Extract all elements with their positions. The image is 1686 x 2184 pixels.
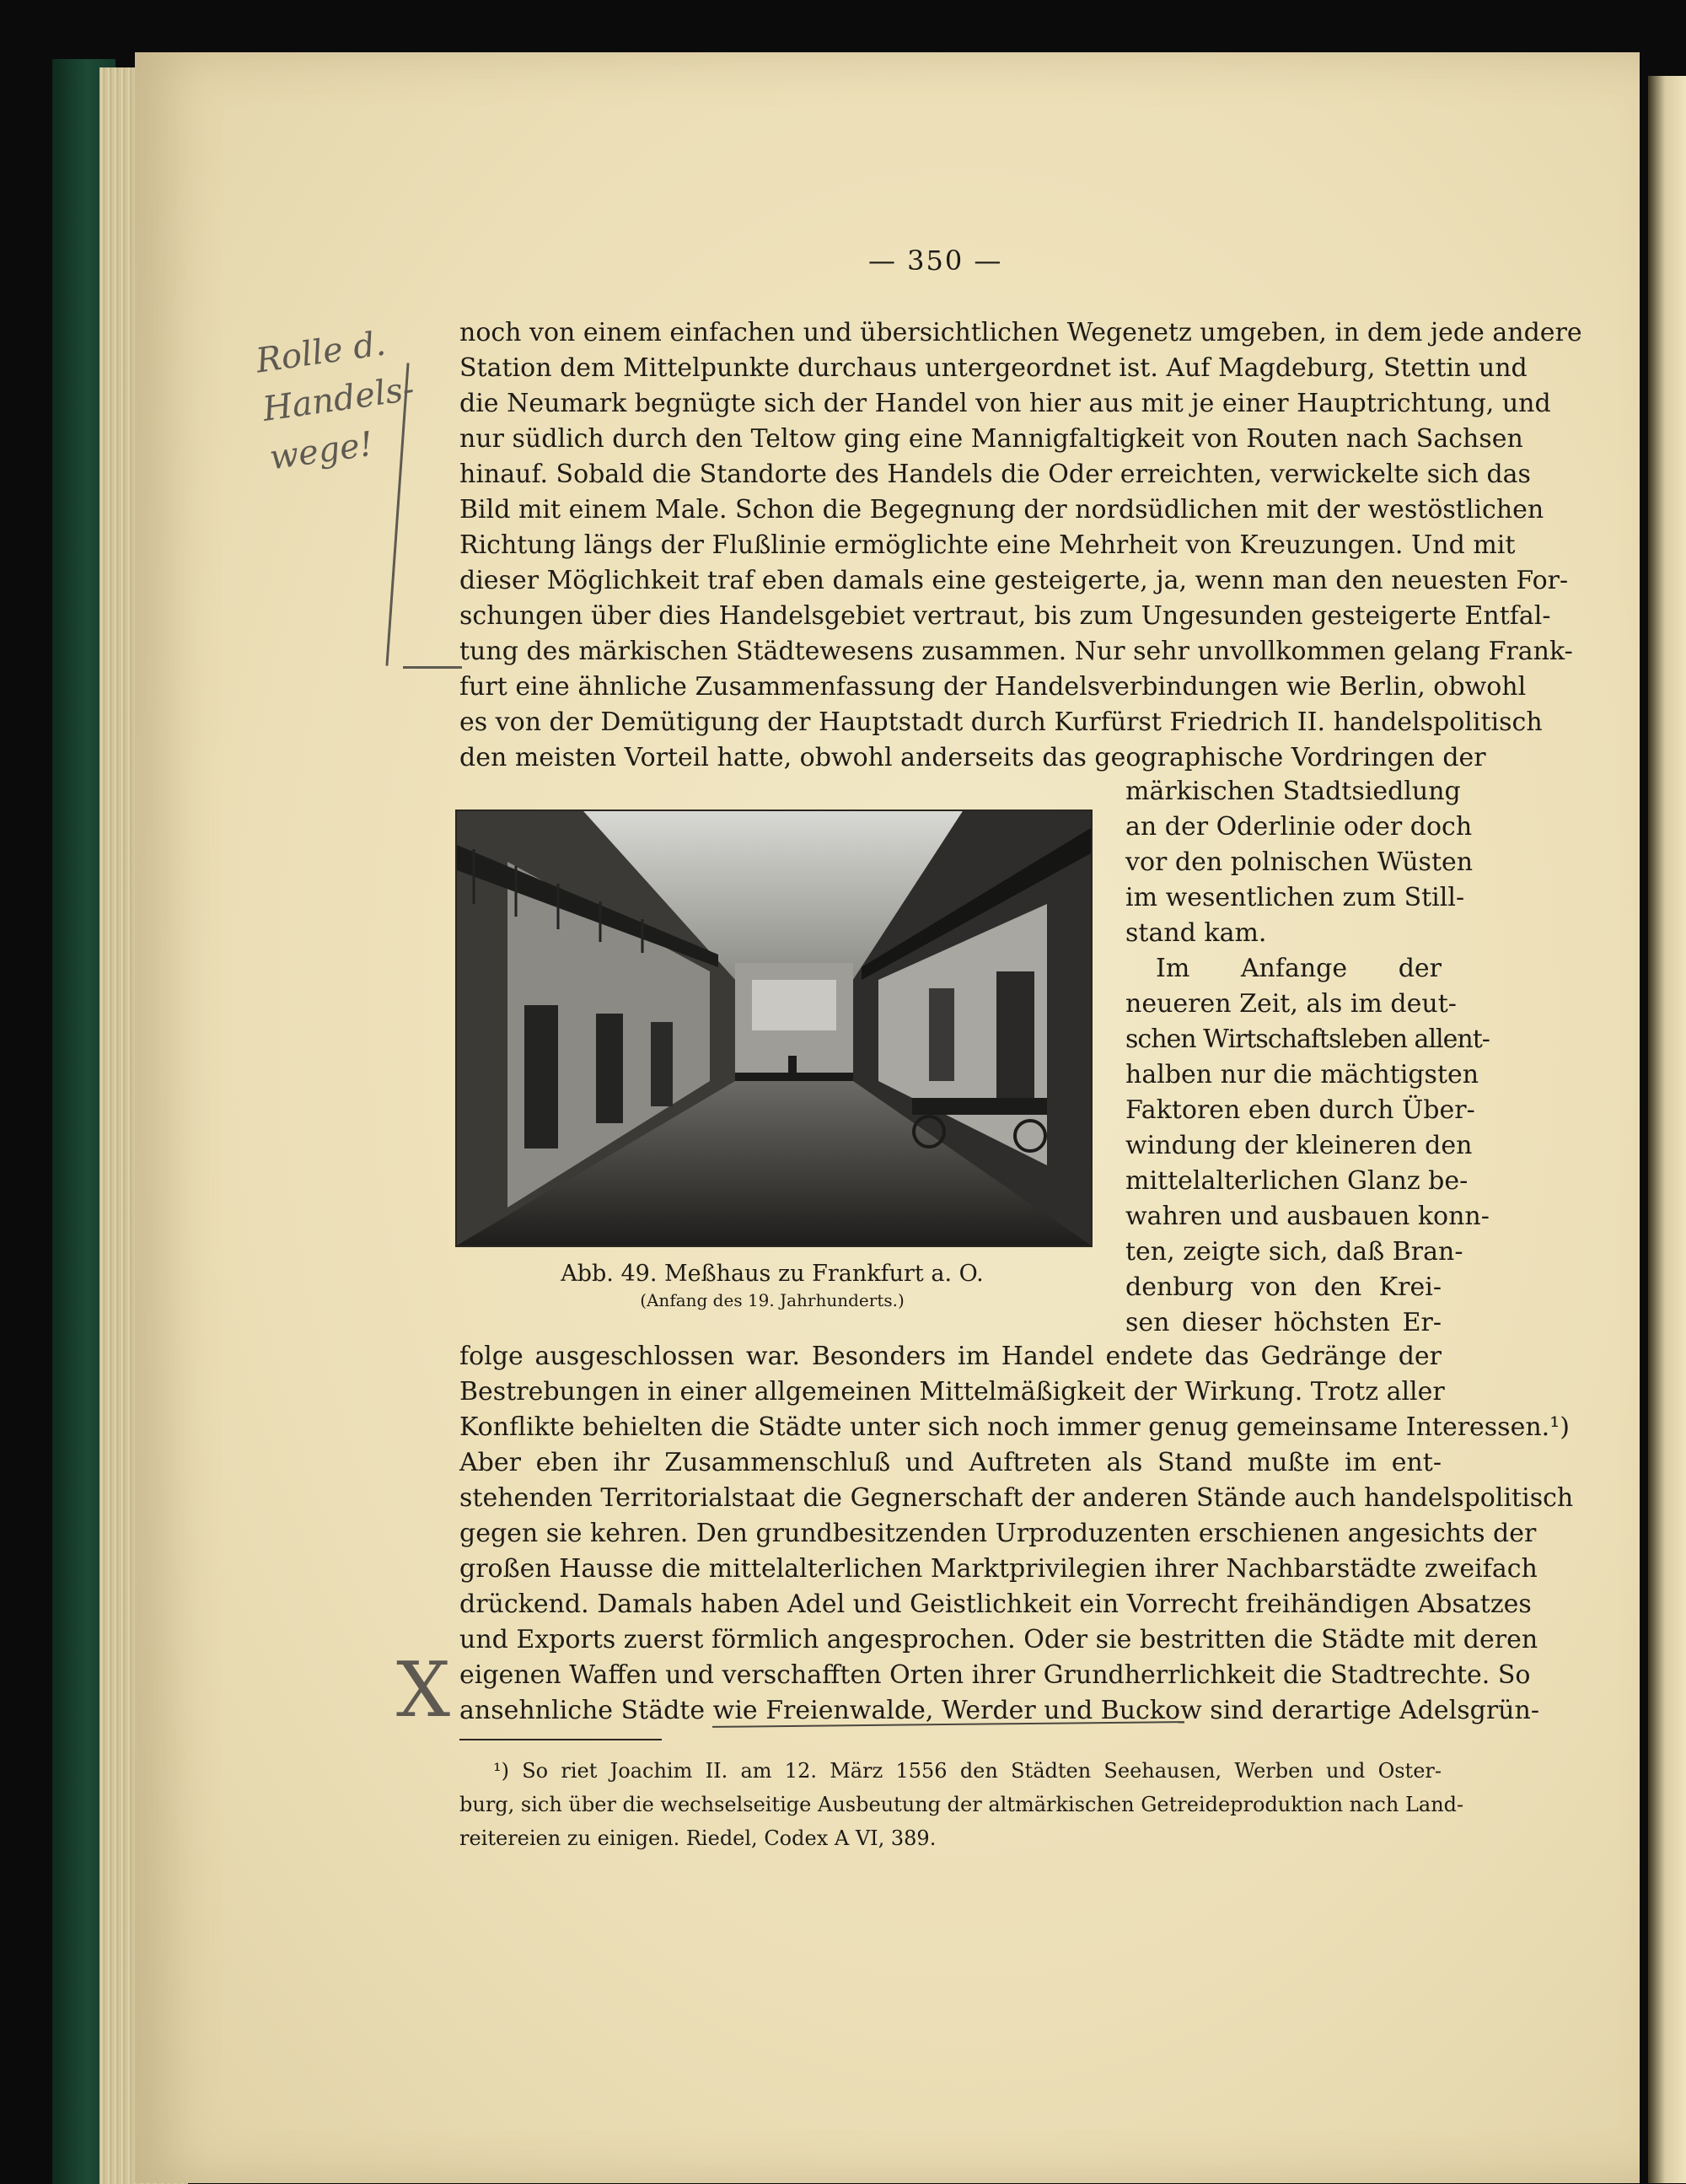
text-line: windung der kleineren den [1125,1131,1473,1160]
text-line: stand kam. [1125,918,1267,948]
text-line: märkischen Stadtsiedlung [1125,777,1461,806]
text-line: die Neumark begnügte sich der Handel von hier aus mit je einer Hauptrichtung, und [459,389,1551,418]
messhaus-photo [457,811,1091,1245]
text-line: Richtung längs der Flußlinie ermöglichte eine Mehrheit von Kreuzungen. Und mit [459,530,1516,560]
text-line: drückend. Damals haben Adel und Geistlichkeit ein Vorrecht freihändigen Absatzes [459,1590,1532,1619]
margin-note-line: wege! [266,424,376,478]
text-line: furt eine ähnliche Zusammenfassung der Handelsverbindungen wie Berlin, obwohl [459,672,1527,702]
text-line: Faktoren eben durch Über- [1125,1095,1475,1125]
text-line: halben nur die mächtigsten [1125,1060,1479,1089]
body-text-top [459,315,1582,776]
text-line: Im Anfange der [1156,954,1442,983]
text-line: und Exports zuerst förmlich angesprochen. Oder sie bestritten die Städte mit deren [459,1625,1538,1654]
text-line: sen dieser höchsten Er- [1125,1308,1442,1337]
text-line: Bild mit einem Male. Schon die Begegnung der nordsüdlichen mit der westöstlichen [459,495,1544,524]
caption-title: Abb. 49. Meßhaus zu Frankfurt a. O. [561,1261,984,1287]
margin-note-line: Handels- [260,369,417,429]
footnote-line: burg, sich über die wechselseitige Ausbeutung der altmärkischen Getreideproduktion nach Land- [459,1793,1464,1816]
body-text-bottom [459,1339,1574,1729]
footnote [459,1754,1464,1855]
text-line: eigenen Waffen und verschafften Orten ihrer Grundherrlichkeit die Stadtrechte. So [459,1660,1531,1690]
figure-photo-messhaus [455,810,1093,1247]
caption-subtitle: (Anfang des 19. Jahrhunderts.) [640,1290,905,1310]
text-line: großen Hausse die mittelalterlichen Marktprivilegien ihrer Nachbarstädte zweifach [459,1554,1538,1584]
figure-caption [455,1261,1089,1310]
text-line: ansehnliche Städte wie Freienwalde, Werder und Buckow sind derartige Adelsgrün- [459,1696,1539,1725]
text-line: noch von einem einfachen und übersichtlichen Wegenetz umgeben, in dem jede andere [459,318,1582,347]
margin-underline [403,666,462,669]
text-line: es von der Demütigung der Hauptstadt durch Kurfürst Friedrich II. handelspolitisch [459,707,1543,737]
text-line: folge ausgeschlossen war. Besonders im Handel endete das Gedränge der [459,1342,1442,1371]
facing-page-edge [1648,76,1686,2183]
text-line: tung des märkischen Städtewesens zusammen. Nur sehr unvollkommen gelang Frank- [459,637,1573,666]
footnote-rule [459,1739,662,1740]
text-line: schungen über dies Handelsgebiet vertraut, bis zum Ungesunden gesteigerte Entfal- [459,601,1551,631]
footnote-line: ¹) So riet Joachim II. am 12. März 1556 den Städten Seehausen, Werben und Oster- [493,1759,1442,1783]
footnote-line: reitereien zu einigen. Riedel, Codex A VI, 389. [459,1826,937,1850]
margin-cross: X [396,1646,451,1735]
text-line: Station dem Mittelpunkte durchaus untergeordnet ist. Auf Magdeburg, Stettin und [459,353,1528,383]
text-line: gegen sie kehren. Den grundbesitzenden Urproduzenten erschienen angesichts der [459,1519,1537,1548]
margin-note-line: Rolle d. [253,324,389,381]
text-line: hinauf. Sobald die Standorte des Handels die Oder erreichten, verwickelte sich das [459,460,1531,489]
text-line: dieser Möglichkeit traf eben damals eine gesteigerte, ja, wenn man den neuesten For- [459,566,1569,595]
text-line: denburg von den Krei- [1125,1272,1442,1302]
text-line: wahren und ausbauen konn- [1125,1202,1490,1231]
text-line: mittelalterlichen Glanz be- [1125,1166,1469,1196]
text-line: Aber eben ihr Zusammenschluß und Auftreten als Stand mußte im ent- [459,1448,1442,1477]
text-line: Konflikte behielten die Städte unter sich noch immer genug gemeinsame Interessen.¹) [459,1412,1570,1442]
text-line: vor den polnischen Wüsten [1125,847,1474,877]
text-line: ten, zeigte sich, daß Bran- [1125,1237,1463,1267]
text-line: Bestrebungen in einer allgemeinen Mittelmäßigkeit der Wirkung. Trotz aller [459,1377,1445,1407]
text-line: den meisten Vorteil hatte, obwohl anderseits das geographische Vordringen der [459,743,1486,772]
text-line: im wesentlichen zum Still- [1125,883,1465,912]
margin-note [253,316,424,482]
text-line: stehenden Territorialstaat die Gegnerschaft der anderen Stände auch handelspolitisch [459,1483,1574,1513]
page-number: — 350 — [868,245,1003,277]
body-text-side [1125,774,1490,1341]
text-line: schen Wirtschaftsleben allent- [1125,1025,1490,1054]
text-line: an der Oderlinie oder doch [1125,812,1473,842]
text-line: nur südlich durch den Teltow ging eine Mannigfaltigkeit von Routen nach Sachsen [459,424,1523,454]
text-line: neueren Zeit, als im deut- [1125,989,1457,1019]
